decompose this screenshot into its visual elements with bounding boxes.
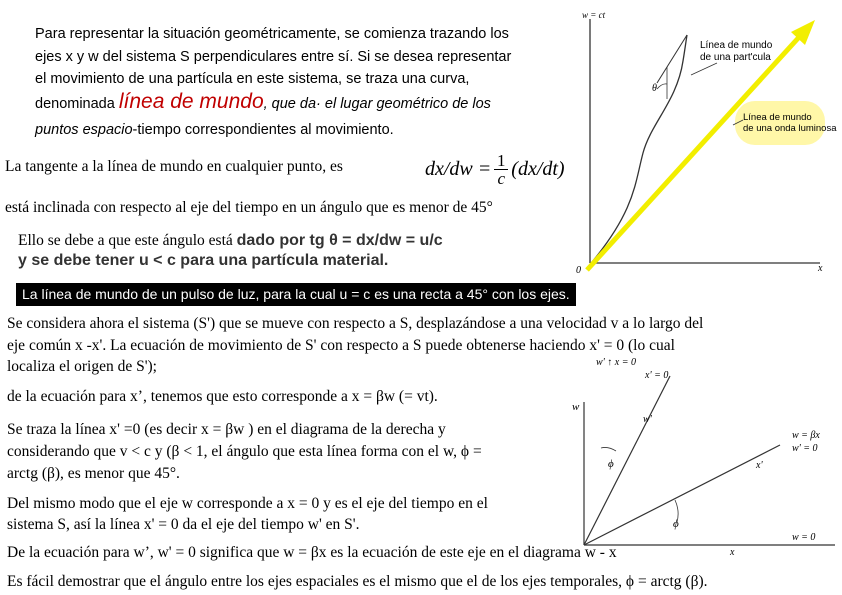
phi-top-arc xyxy=(601,447,616,451)
reason-line-1 xyxy=(18,232,443,250)
para3: de la ecuación para x’, tenemos que esto corresponde a x = βw (= vt). xyxy=(7,388,438,405)
fraction-numerator: 1 xyxy=(497,151,506,170)
origin-label: 0 xyxy=(576,265,581,276)
light-label-1: Línea de mundo xyxy=(743,112,812,123)
tangent-text: La tangente a la línea de mundo en cualquier punto, es xyxy=(5,158,343,175)
world-line-diagram xyxy=(565,5,840,280)
para6: De la ecuación para w’, w' = 0 significa que w = βx es la ecuación de este eje en el diagrama w - x xyxy=(7,544,617,561)
intro-line-3: el movimiento de una partícula en este sistema, se traza una curva, xyxy=(35,71,470,87)
theta-label: θ xyxy=(652,83,657,94)
top-label-2: x' = 0 xyxy=(645,370,669,381)
intro-line-4-post: , que da· el lugar geométrico de los xyxy=(263,96,491,112)
particle-label-pointer xyxy=(691,63,717,75)
reason-line-1-pre: Ello se debe a que este ángulo está xyxy=(18,232,237,249)
intro-line-4-pre: denominada xyxy=(35,96,119,112)
para2-line-2: eje común x -x'. La ecuación de movimiento de S' con respecto a S puede obtenerse haciendo x' = 0 (lo cual xyxy=(7,337,675,354)
phi-bottom-label: ϕ xyxy=(673,518,679,530)
para5-line-1: Del mismo modo que el eje w corresponde a x = 0 y es el eje del tiempo en el xyxy=(7,495,488,512)
light-label-2: de una onda luminosa xyxy=(743,123,837,134)
para4-line-1: Se traza la línea x' =0 (es decir x = βw ) en el diagrama de la derecha y xyxy=(7,421,446,438)
w-zero-label: w = 0 xyxy=(792,532,816,543)
w-prime-label: w' xyxy=(643,414,652,425)
intro-line-4 xyxy=(35,92,491,114)
inclined-text: está inclinada con respecto al eje del tiempo en un ángulo que es menor de 45° xyxy=(5,199,493,216)
x-axis-label-2: x xyxy=(730,547,735,558)
formula-rhs: (dx/dt) xyxy=(511,158,565,180)
intro-line-2: ejes x y w del sistema S perpendiculares entre sí. Si se desea representar xyxy=(35,49,512,65)
fraction-denominator: c xyxy=(497,169,506,188)
intro-line-1: Para representar la situación geométricamente, se comienza trazando los xyxy=(35,26,509,42)
para2-line-1: Se considera ahora el sistema (S') que se mueve con respecto a S, desplazándose a una velocidad v a lo largo del xyxy=(7,315,704,332)
particle-label-1: Línea de mundo xyxy=(700,40,773,51)
intro-line-5-rest: -tiempo correspondientes al movimiento. xyxy=(132,122,394,138)
para7: Es fácil demostrar que el ángulo entre los ejes espaciales es el mismo que el de los ejes temporales, ϕ = arctg (β). xyxy=(7,573,708,590)
right-label-2: w' = 0 xyxy=(792,443,818,454)
para4-line-3: arctg (β), es menor que 45°. xyxy=(7,465,180,482)
w-prime-axis xyxy=(584,376,670,545)
tangent-line xyxy=(657,35,687,83)
intro-line-5 xyxy=(35,121,394,140)
theta-arc xyxy=(657,84,667,89)
para4-line-2: considerando que v < c y (β < 1, el ángulo que esta línea forma con el w, ϕ = xyxy=(7,443,482,460)
particle-world-line xyxy=(592,35,687,262)
world-line-term: línea de mundo xyxy=(118,90,264,113)
phi-top-label: ϕ xyxy=(608,458,614,470)
tangent-formula xyxy=(425,152,565,187)
right-label-1: w = βx xyxy=(792,430,820,441)
reason-formula: dado por tg θ = dx/dw = u/c xyxy=(236,232,443,249)
para2-line-3: localiza el origen de S'); xyxy=(7,358,157,375)
para5-line-2: sistema S, así la línea x' = 0 da el eje del tiempo w' en S'. xyxy=(7,516,360,533)
x-prime-label: x' xyxy=(756,460,763,471)
formula-lhs: dx/dw = xyxy=(425,158,492,180)
formula-fraction xyxy=(494,152,508,187)
reason-line-2: y se debe tener u < c para una partícula material. xyxy=(18,252,389,269)
x-label: x xyxy=(818,263,823,274)
w-ct-label: w = ct xyxy=(582,10,606,20)
top-label-1: w' ↑ x = 0 xyxy=(596,357,636,368)
light-world-line xyxy=(587,35,801,270)
particle-label-2: de una part'cula xyxy=(700,52,771,63)
light-pulse-banner: La línea de mundo de un pulso de luz, para la cual u = c es una recta a 45° con los ejes. xyxy=(16,283,576,306)
intro-line-5-italic: puntos espacio xyxy=(35,122,133,138)
w-axis-label: w xyxy=(572,401,580,413)
frames-diagram xyxy=(570,352,842,560)
